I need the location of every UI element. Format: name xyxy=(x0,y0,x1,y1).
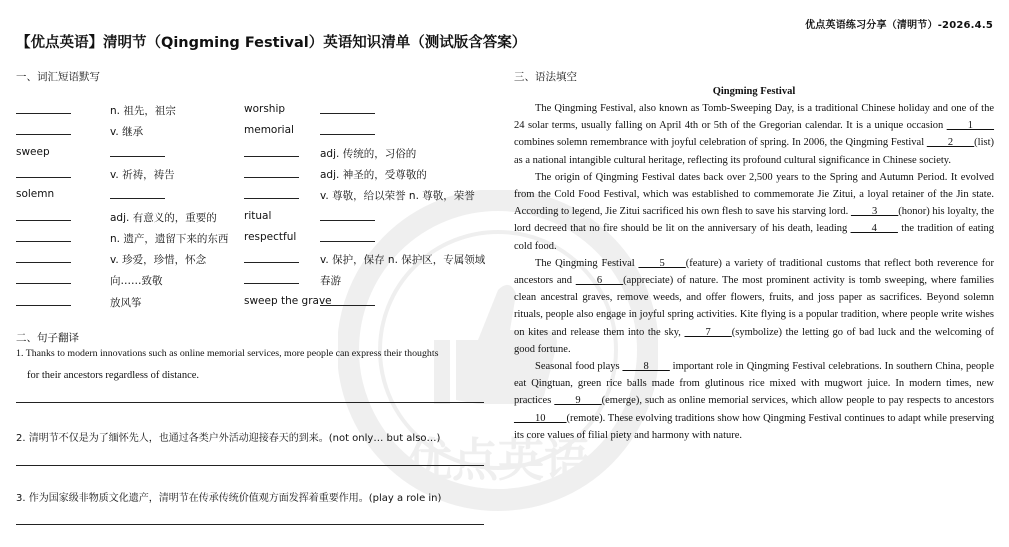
vocab-text: v. 珍爱，珍惜，怀念 xyxy=(110,254,207,267)
vocab-row xyxy=(16,231,496,249)
blank-underline[interactable] xyxy=(244,146,299,157)
vocab-text: memorial xyxy=(244,124,294,137)
vocab-blank[interactable] xyxy=(16,273,71,287)
blank-underline[interactable] xyxy=(320,124,375,135)
vocab-blank[interactable] xyxy=(110,146,165,160)
blank-1[interactable]: ____1____ xyxy=(946,120,994,132)
answer-line-3[interactable] xyxy=(16,524,484,525)
translation-item-1 xyxy=(16,343,494,387)
blank-9[interactable]: ____9____ xyxy=(554,395,602,407)
blank-4[interactable]: ____4____ xyxy=(850,223,898,235)
vocab-blank[interactable] xyxy=(16,252,71,266)
translation-item-3: 3. 作为国家级非物质文化遗产，清明节在传承传统价值观方面发挥着重要作用。(play a role in) xyxy=(16,493,442,504)
vocab-text: solemn xyxy=(16,188,55,201)
blank-underline[interactable] xyxy=(110,146,165,157)
blank-2[interactable]: ____2____ xyxy=(926,137,975,149)
vocab-blank[interactable] xyxy=(244,146,299,160)
vocab-row xyxy=(16,252,496,270)
vocab-text: v. 保护，保存 n. 保护区，专属领域 xyxy=(320,254,486,267)
passage-paragraph-3: The Qingming Festival ____5____(feature) a variety of traditional customs that reflect both reverence for ancestors and ____6____(appreciate) of nature. The most prominent activity is tomb sweeping, where families clean ancestral graves, remove weeds, and offer flowers, fruits, and joss paper as sacrifices. Beyond solemn rituals, people also engage in joyful spring activities. Kite flying is a popular tradition, where people write wishes on kites and release them into the sky, ____7____(symbolize) the letting go of bad luck and the welcoming of good fortune. xyxy=(514,257,995,355)
section-vocab-heading: 一、词汇短语默写 xyxy=(16,71,100,83)
blank-3[interactable]: ____3____ xyxy=(850,206,899,218)
blank-underline[interactable] xyxy=(16,231,71,242)
vocab-text: n. 祖先，祖宗 xyxy=(110,105,176,117)
vocab-text: sweep the grave xyxy=(244,294,332,307)
vocab-text: v. 尊敬，给以荣誉 n. 尊敬，荣誉 xyxy=(320,190,475,203)
vocab-blank[interactable] xyxy=(320,295,375,309)
blank-underline[interactable] xyxy=(320,103,375,114)
blank-underline[interactable] xyxy=(244,188,299,199)
blank-underline[interactable] xyxy=(244,252,299,263)
blank-underline[interactable] xyxy=(244,167,299,178)
passage-paragraph-1: The Qingming Festival, also known as Tomb-Sweeping Day, is a traditional Chinese holiday and one of the 24 solar terms, usually falling on April 4th or 5th of the Gregorian calendar. It is a unique occasion ____1____ combines solemn remembrance with joyful celebration of spring. In 2006, the Qingming Festival ____2____(list) as a national intangible cultural heritage, reflecting its profound cultural significance in Chinese society. xyxy=(514,103,994,166)
translation-item-1-line1: 1. Thanks to modern innovations such as online memorial services, more people can express their thoughts xyxy=(16,348,439,359)
vocab-blank[interactable] xyxy=(16,124,71,138)
vocab-blank[interactable] xyxy=(16,295,71,309)
passage-paragraph-4: Seasonal food plays ____8____ important role in Qingming Festival celebrations. In southern China, people eat Qingtuan, green rice balls made from glutinous rice mixed with mugwort juice. In modern times, new practices ____9____(emerge), such as online memorial services, which allow people to pay respects to ancestors ____10____(remote). These evolving traditions show how Qingming Festival continues to adapt while preserving its core values of filial piety and harmony with nature. xyxy=(514,361,994,441)
vocab-text: 向……致敬 xyxy=(110,275,163,288)
vocab-blank[interactable] xyxy=(320,103,375,117)
vocab-text: adj. 有意义的，重要的 xyxy=(110,211,217,224)
blank-underline[interactable] xyxy=(16,252,71,263)
passage-title: Qingming Festival xyxy=(712,86,796,97)
answer-line-1[interactable] xyxy=(16,402,484,403)
blank-underline[interactable] xyxy=(320,231,375,242)
blank-8[interactable]: ____8____ xyxy=(622,361,670,373)
passage-paragraph-2: The origin of Qingming Festival dates back over 2,500 years to the Spring and Autumn Period. It evolved from the Cold Food Festival, which was established to commemorate Jie Zitui, a loyal retainer of the Jin state. According to legend, Jie Zitui sacrificed his own flesh to save his starving lord. ____3____(honor) his loyalty, the lord decreed that no fire should be lit on the anniversary of his death, leading ____4____ the tradition of eating cold food. xyxy=(514,171,994,252)
vocab-blank[interactable] xyxy=(16,231,71,245)
blank-underline[interactable] xyxy=(16,295,71,306)
header-date-tag: 优点英语练习分享（清明节）-2026.4.5 xyxy=(805,20,993,31)
vocab-blank[interactable] xyxy=(244,252,299,266)
cloze-passage xyxy=(514,100,994,444)
vocab-blank[interactable] xyxy=(320,210,375,224)
blank-5[interactable]: ____5____ xyxy=(638,257,686,269)
translation-item-1-line2: for their ancestors regardless of distance. xyxy=(27,370,200,381)
blank-10[interactable]: ____10____ xyxy=(514,412,567,424)
blank-underline[interactable] xyxy=(16,210,71,221)
translation-item-2: 2. 清明节不仅是为了缅怀先人，也通过各类户外活动迎接春天的到来。(not only… but also…) xyxy=(16,433,441,444)
svg-text:优点英语: 优点英语 xyxy=(406,433,590,487)
vocab-text: worship xyxy=(244,103,286,115)
vocab-blank[interactable] xyxy=(320,124,375,138)
vocab-row xyxy=(16,273,496,291)
vocab-row xyxy=(16,146,496,164)
section-grammar-heading: 三、语法填空 xyxy=(514,71,577,83)
vocab-row xyxy=(16,167,496,185)
blank-underline[interactable] xyxy=(320,210,375,221)
vocab-blank[interactable] xyxy=(244,188,299,202)
blank-6[interactable]: ____6____ xyxy=(575,275,624,287)
vocab-text: respectful xyxy=(244,230,297,243)
vocab-text: sweep xyxy=(16,145,50,158)
vocab-row xyxy=(16,103,496,121)
blank-underline[interactable] xyxy=(244,273,299,284)
vocab-blank[interactable] xyxy=(320,231,375,245)
section-translation-heading: 二、句子翻译 xyxy=(16,332,79,344)
vocab-row xyxy=(16,124,496,142)
vocab-blank[interactable] xyxy=(244,167,299,181)
vocab-row xyxy=(16,188,496,206)
vocab-text: v. 祈祷，祷告 xyxy=(110,168,175,181)
blank-underline[interactable] xyxy=(16,273,71,284)
vocab-blank[interactable] xyxy=(16,103,71,117)
blank-underline[interactable] xyxy=(320,295,375,306)
vocab-text: n. 遗产，遗留下来的东西 xyxy=(110,232,229,245)
vocab-text: adj. 神圣的，受尊敬的 xyxy=(320,168,427,181)
blank-7[interactable]: ____7____ xyxy=(684,326,732,338)
vocab-text: 放风筝 xyxy=(110,296,142,309)
vocab-text: 春游 xyxy=(320,275,341,288)
blank-underline[interactable] xyxy=(16,167,71,178)
vocab-text: ritual xyxy=(244,209,272,222)
vocab-text: adj. 传统的，习俗的 xyxy=(320,147,417,160)
vocab-text: v. 继承 xyxy=(110,126,144,139)
vocab-blank[interactable] xyxy=(110,188,165,202)
vocab-blank[interactable] xyxy=(244,273,299,287)
vocab-row xyxy=(16,295,496,313)
vocab-blank[interactable] xyxy=(16,167,71,181)
page-title: 【优点英语】清明节（Qingming Festival）英语知识清单（测试版含答案） xyxy=(16,35,527,51)
vocab-row xyxy=(16,210,496,228)
blank-underline[interactable] xyxy=(110,188,165,199)
vocab-blank[interactable] xyxy=(16,210,71,224)
blank-underline[interactable] xyxy=(16,124,71,135)
blank-underline[interactable] xyxy=(16,103,71,114)
answer-line-2[interactable] xyxy=(16,465,484,466)
